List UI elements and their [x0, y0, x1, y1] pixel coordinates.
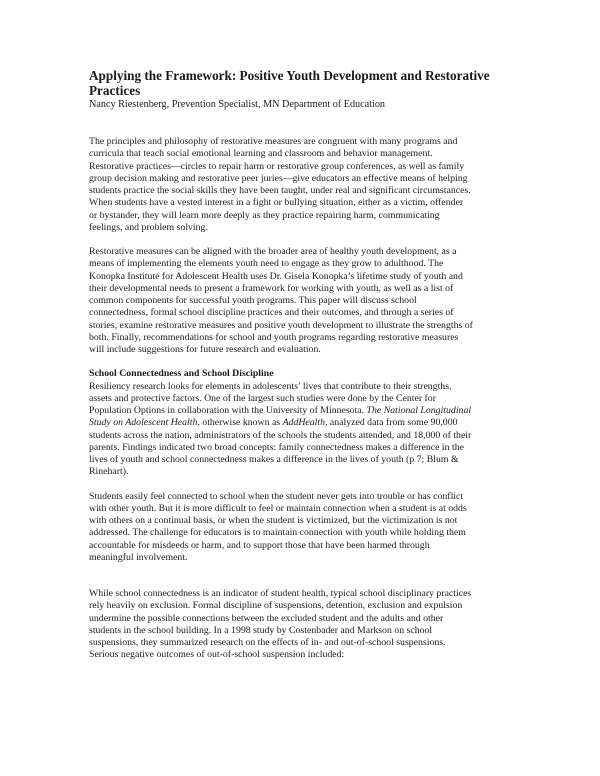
text-line: both. Finally, recommendations for school and youth programs regarding restorative measures [89, 331, 459, 343]
text-line: While school connectedness is an indicator of student health, typical school disciplinary practices [89, 588, 472, 599]
document-page [89, 68, 513, 662]
paragraph-youth-development [89, 246, 513, 356]
study-title-italic: The National Longitudinal [366, 405, 472, 416]
text-line: lives of youth and school connectedness makes a difference in the lives of youth (p 7; Blum & [89, 454, 459, 465]
text-line: Rinehart). [89, 466, 129, 478]
text-segment: , analyzed data from some 90,000 [325, 417, 458, 429]
text-line: Resiliency research looks for elements in adolescents’ lives that contribute to their strengths, [89, 380, 452, 392]
text-line: students in the school building. In a 1998 study by Costenbader and Markson on school [89, 624, 433, 636]
paragraph-restorative-practices [89, 136, 513, 234]
text-line: connectedness, formal school discipline practices and their outcomes, and through a series of [89, 307, 454, 319]
text-line: undermine the possible connections between the excluded student and the adults and other [89, 612, 444, 624]
text-line: Restorative practices—circles to repair harm or restorative group conferences, as well as family [89, 160, 465, 172]
document-title [89, 68, 513, 98]
text-line: Konopka Institute for Adolescent Health uses Dr. Gisela Konopka’s lifetime study of youth and [89, 270, 463, 282]
text-line: rely heavily on exclusion. Formal discipline of suspensions, detention, exclusion and expulsion [89, 600, 463, 612]
text-line: assets and protective factors. One of the largest such studies were done by the Center for [89, 392, 436, 404]
paragraph-resiliency-research [89, 381, 513, 479]
author-byline: Nancy Riestenberg, Prevention Specialist, MN Department of Education [89, 99, 386, 110]
text-line: means of implementing the elements youth need to engage as they grow to adulthood. The [89, 258, 444, 270]
paragraph-connection-challenge [89, 491, 513, 565]
study-short-name-italic: AddHealth [282, 417, 326, 429]
title-line: Applying the Framework: Positive Youth Development and Restorative [89, 68, 490, 83]
text-line: with others on a continual basis, or when the student is victimized, but the victimization is not [89, 515, 458, 526]
text-line: with other youth. But it is more difficult to feel or maintain connection when a student is at odds [89, 502, 467, 514]
text-segment: Population Options in collaboration with the University of Minnesota. [89, 405, 367, 416]
text-line: students practice the social skills they have been taught, under real and significant circumstances. [89, 185, 471, 196]
text-line: curricula that teach social emotional learning and classroom and behavior management. [89, 148, 433, 160]
text-line: Serious negative outcomes of out-of-school suspension included: [89, 649, 345, 661]
text-line: students across the nation, administrators of the schools the students attended, and 18,000 of their [89, 429, 472, 441]
text-line: Students easily feel connected to school when the student never gets into trouble or has conflict [89, 490, 464, 502]
text-line: common components for successful youth programs. This paper will discuss school [89, 295, 417, 306]
text-line [89, 405, 513, 417]
text-line [89, 417, 513, 429]
text-line: or bystander, they will learn more deeply as they practice repairing harm, communicating [89, 209, 440, 221]
text-line: meaningful involvement. [89, 551, 188, 563]
paragraph-exclusion-discipline [89, 588, 513, 662]
title-line: Practices [89, 83, 141, 98]
study-title-italic: Study on Adolescent Health [89, 417, 198, 429]
text-line: parents. Findings indicated two broad concepts: family connectedness makes a difference in the [89, 441, 464, 453]
text-line: When students have a vested interest in a fight or bullying situation, either as a victim, offender [89, 197, 464, 209]
text-line: feelings, and problem solving. [89, 221, 208, 233]
text-line: addressed. The challenge for educators is to maintain connection with youth while holding them [89, 527, 466, 539]
text-line: group decision making and restorative peer juries—give educators an effective means of helping [89, 172, 468, 184]
text-line: stories, examine restorative measures and positive youth development to illustrate the strengths of [89, 319, 473, 331]
text-line: Restorative measures can be aligned with the broader area of healthy youth development, as a [89, 246, 457, 257]
text-line: accountable for misdeeds or harm, and to support those that have been harmed through [89, 539, 430, 551]
text-segment: , otherwise known as [197, 417, 283, 429]
section-heading: School Connectedness and School Discipline [89, 368, 274, 380]
text-line: will include suggestions for future research and evaluation. [89, 344, 321, 355]
text-line: The principles and philosophy of restorative measures are congruent with many programs and [89, 136, 458, 147]
text-line: their developmental needs to present a framework for working with youth, as well as a list of [89, 282, 454, 294]
text-line: suspensions, they summarized research on the effects of in- and out-of-school suspensions. [89, 637, 446, 648]
